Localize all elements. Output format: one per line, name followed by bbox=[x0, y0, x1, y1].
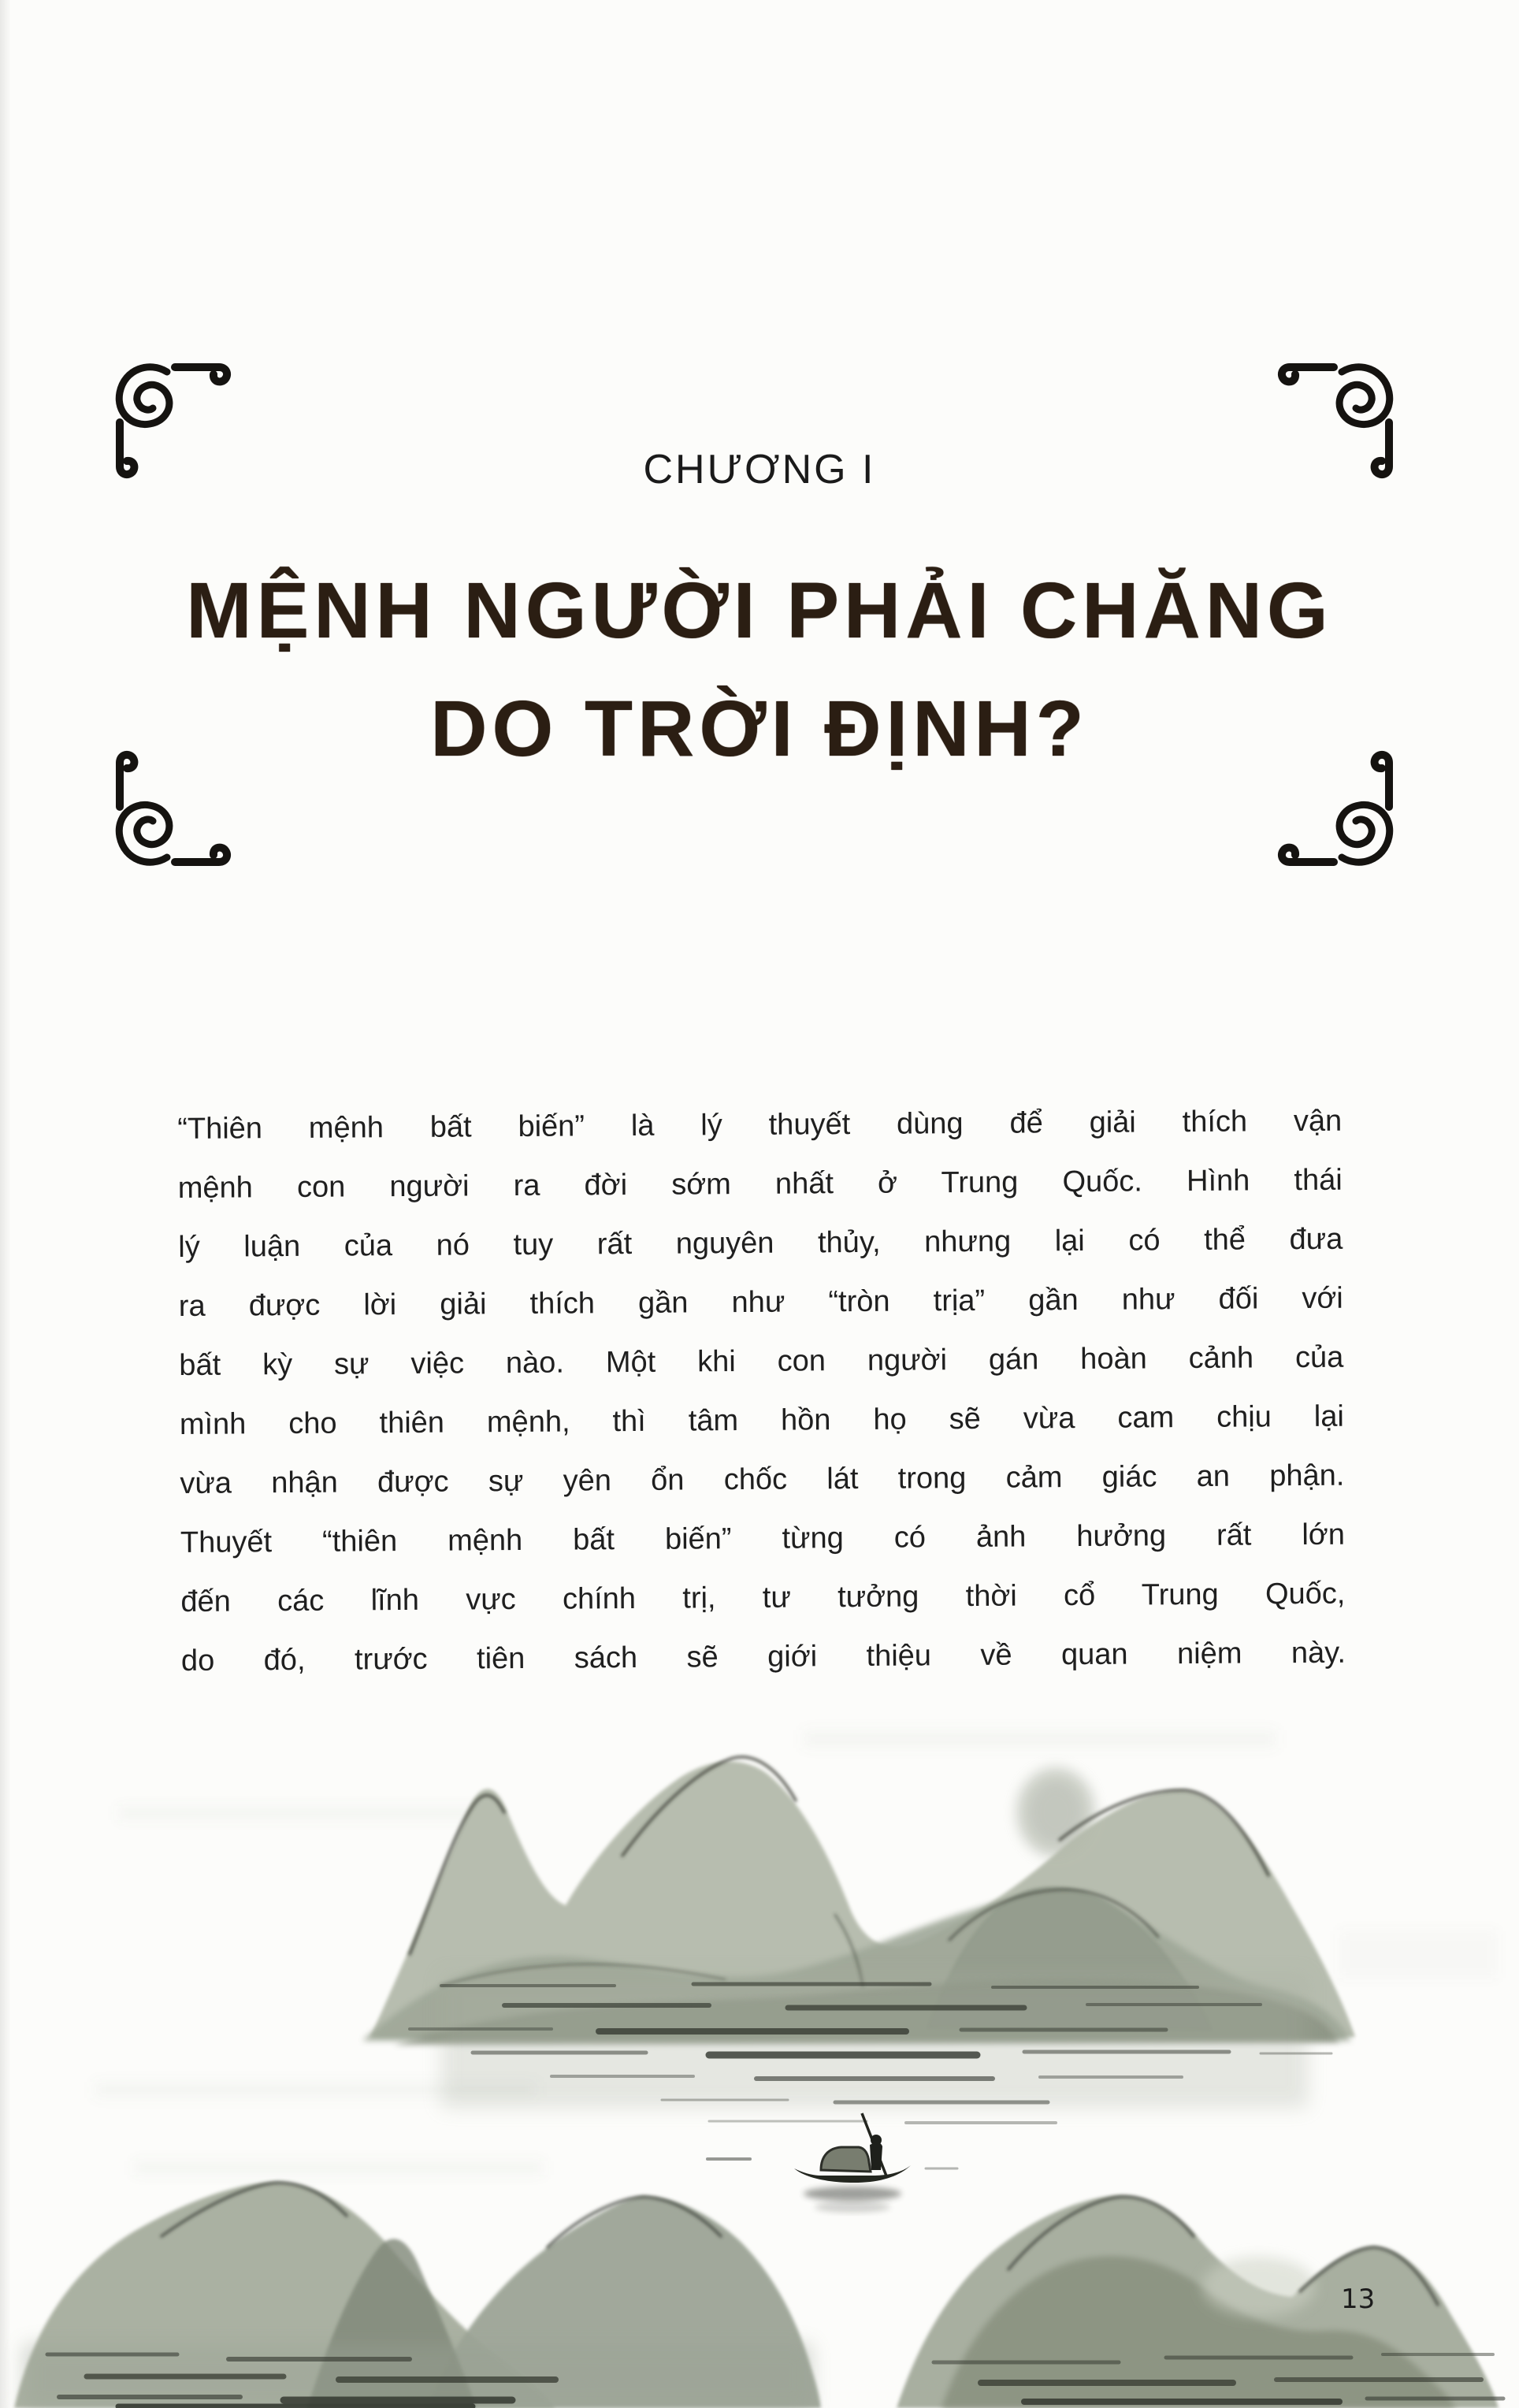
paragraph-line: lý luận của nó tuy rất nguyên thủy, nhưng lại có thể đưa bbox=[178, 1222, 1343, 1264]
page-number: 13 bbox=[1341, 2284, 1376, 2315]
paragraph-line: đến các lĩnh vực chính trị, tư tưởng thời cổ Trung Quốc, bbox=[180, 1577, 1346, 1618]
paragraph-line: Thuyết “thiên mệnh bất biến” từng có ảnh hưởng rất lớn bbox=[180, 1518, 1346, 1559]
fisherman-boat bbox=[794, 2113, 911, 2213]
chapter-title-line-2: DO TRỜI ĐỊNH? bbox=[430, 685, 1089, 773]
paragraph-line: bất kỳ sự việc nào. Một khi con người gán hoàn cảnh của bbox=[179, 1340, 1344, 1382]
mid-water-ripples bbox=[410, 1974, 1331, 2123]
paragraph-line: mình cho thiên mệnh, thì tâm hồn họ sẽ vừa cam chịu lại bbox=[179, 1399, 1344, 1441]
chapter-title bbox=[0, 552, 1519, 788]
body-paragraph bbox=[177, 1092, 1346, 1691]
paragraph-line: ra được lời giải thích gần như “tròn trịa” gần như đối với bbox=[178, 1281, 1343, 1323]
paragraph-line: do đó, trước tiên sách sẽ giới thiệu về quan niệm này. bbox=[180, 1636, 1346, 1678]
paragraph-line: vừa nhận được sự yên ổn chốc lát trong cảm giác an phận. bbox=[180, 1459, 1345, 1500]
bottom-right-mountains bbox=[897, 2195, 1499, 2408]
paragraph-line: mệnh con người ra đời sớm nhất ở Trung Quốc. Hình thái bbox=[177, 1163, 1343, 1205]
ink-wash-illustration bbox=[0, 1694, 1519, 2408]
chapter-title-line-1: MỆNH NGƯỜI PHẢI CHĂNG bbox=[186, 567, 1333, 655]
paragraph-line: “Thiên mệnh bất biến” là lý thuyết dùng để giải thích vận bbox=[177, 1104, 1343, 1146]
chapter-label: CHƯƠNG I bbox=[643, 447, 876, 492]
